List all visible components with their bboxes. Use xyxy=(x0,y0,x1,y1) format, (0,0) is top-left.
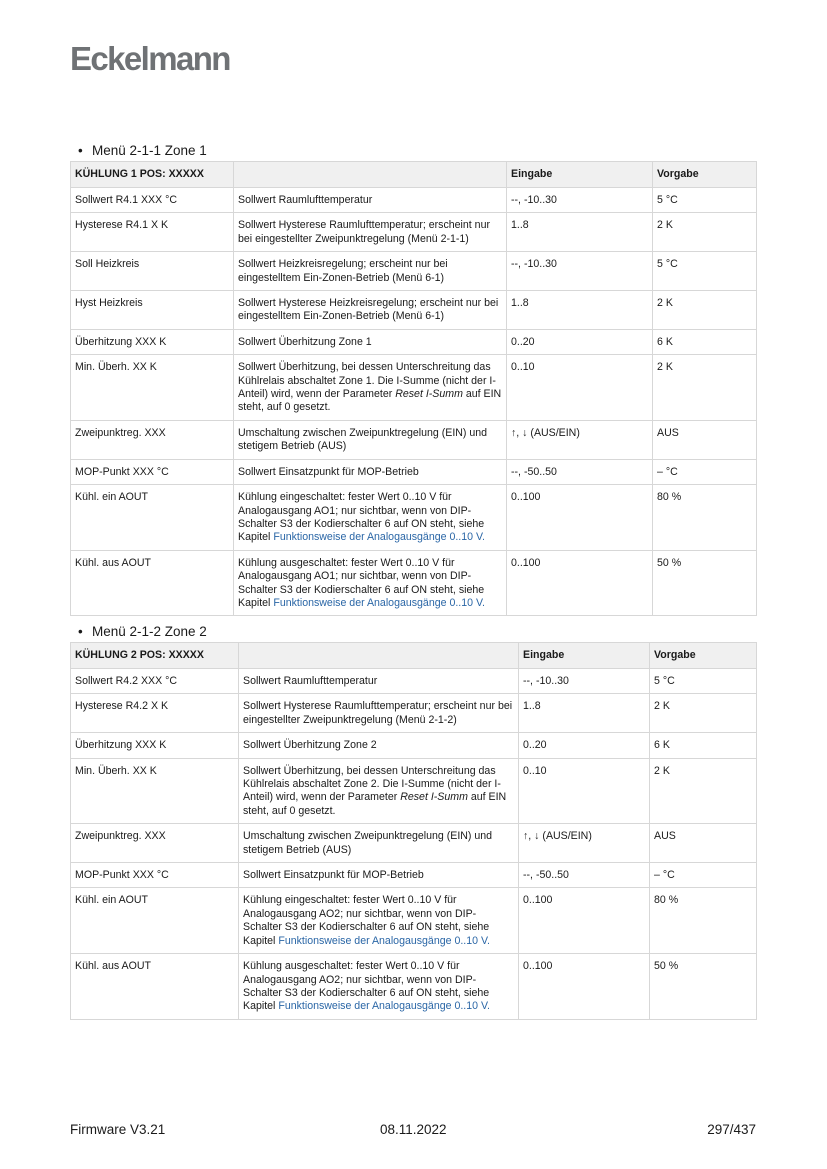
parameter-name: Kühl. aus AOUT xyxy=(71,954,239,1020)
default-value: AUS xyxy=(650,824,757,863)
parameter-table-zone-1 xyxy=(70,161,757,616)
input-range: --, -50..50 xyxy=(519,863,650,888)
footer-firmware: Firmware V3.21 xyxy=(70,1122,166,1137)
parameter-name: Zweipunktreg. XXX xyxy=(71,824,239,863)
header-param: KÜHLUNG 1 POS: XXXXX xyxy=(71,162,234,188)
bullet-icon: • xyxy=(78,143,83,158)
table-row xyxy=(71,420,757,459)
parameter-description xyxy=(234,550,507,616)
table-row xyxy=(71,329,757,354)
parameter-description: Umschaltung zwischen Zweipunktregelung (EIN) und stetigem Betrieb (AUS) xyxy=(239,824,519,863)
parameter-name: Min. Überh. XX K xyxy=(71,758,239,824)
input-range: --, -10..30 xyxy=(519,669,650,694)
table-row xyxy=(71,863,757,888)
parameter-name: Zweipunktreg. XXX xyxy=(71,420,234,459)
parameter-table-zone-2 xyxy=(70,642,757,1020)
parameter-description xyxy=(234,485,507,551)
table-row xyxy=(71,252,757,291)
input-range: 0..10 xyxy=(507,355,653,421)
parameter-name: Sollwert R4.1 XXX °C xyxy=(71,188,234,213)
parameter-description: Sollwert Einsatzpunkt für MOP-Betrieb xyxy=(234,459,507,484)
default-value: 80 % xyxy=(653,485,757,551)
input-range: 0..100 xyxy=(519,888,650,954)
table-row xyxy=(71,355,757,421)
parameter-reference: Reset I-Summ xyxy=(400,791,468,804)
table-row xyxy=(71,669,757,694)
parameter-name: Min. Überh. XX K xyxy=(71,355,234,421)
parameter-description: Sollwert Einsatzpunkt für MOP-Betrieb xyxy=(239,863,519,888)
default-value: 50 % xyxy=(653,550,757,616)
parameter-name: Überhitzung XXX K xyxy=(71,329,234,354)
input-range: ↑, ↓ (AUS/EIN) xyxy=(507,420,653,459)
input-range: 0..20 xyxy=(519,733,650,758)
section-title: Menü 2-1-1 Zone 1 xyxy=(92,143,207,158)
header-default: Vorgabe xyxy=(650,643,757,669)
default-value: AUS xyxy=(653,420,757,459)
parameter-description: Sollwert Überhitzung Zone 1 xyxy=(234,329,507,354)
description-text: auf EIN steht, auf 0 gesetzt. xyxy=(243,791,507,817)
parameter-description: Sollwert Hysterese Raumlufttemperatur; erscheint nur bei eingestellter Zweipunktregelung (Menü 2-1-2) xyxy=(239,694,519,733)
table-row xyxy=(71,550,757,616)
table-row xyxy=(71,485,757,551)
parameter-description xyxy=(239,954,519,1020)
default-value: 5 °C xyxy=(653,252,757,291)
input-range: ↑, ↓ (AUS/EIN) xyxy=(519,824,650,863)
description-text: Sollwert Überhitzung, bei dessen Unterschreitung das Kühlrelais abschaltet Zone 2. Die I-Summe (nicht der I-Anteil) wird, wenn der Parameter xyxy=(243,764,501,804)
bullet-icon: • xyxy=(78,624,83,639)
parameter-name: Hyst Heizkreis xyxy=(71,291,234,330)
default-value: 2 K xyxy=(653,291,757,330)
table-row xyxy=(71,758,757,824)
header-desc xyxy=(239,643,519,669)
table-row xyxy=(71,733,757,758)
table-row xyxy=(71,954,757,1020)
parameter-description: Sollwert Raumlufttemperatur xyxy=(234,188,507,213)
input-range: 0..100 xyxy=(507,550,653,616)
parameter-description xyxy=(239,888,519,954)
parameter-description xyxy=(234,355,507,421)
footer-page-number: 297/437 xyxy=(707,1122,756,1137)
parameter-description xyxy=(239,758,519,824)
input-range: 1..8 xyxy=(507,291,653,330)
input-range: 0..100 xyxy=(507,485,653,551)
parameter-description: Sollwert Hysterese Heizkreisregelung; erscheint nur bei eingestelltem Ein-Zonen-Betrieb (Menü 6-1) xyxy=(234,291,507,330)
table-header-row xyxy=(71,162,757,188)
section-heading-zone-2 xyxy=(78,624,207,639)
parameter-name: Kühl. aus AOUT xyxy=(71,550,234,616)
default-value: – °C xyxy=(653,459,757,484)
description-text: Kühlung eingeschaltet: fester Wert 0..10 V für Analogausgang AO2; nur sichtbar, wenn von DIP-Schalter S3 der Kodierschalter 6 auf ON steht, siehe Kapitel xyxy=(243,894,490,947)
input-range: 0..100 xyxy=(519,954,650,1020)
header-input: Eingabe xyxy=(507,162,653,188)
description-text: Kühlung eingeschaltet: fester Wert 0..10 V für Analogausgang AO1; nur sichtbar, wenn von DIP-Schalter S3 der Kodierschalter 6 auf ON steht, siehe Kapitel xyxy=(238,491,485,544)
parameter-name: Kühl. ein AOUT xyxy=(71,485,234,551)
input-range: 0..20 xyxy=(507,329,653,354)
header-input: Eingabe xyxy=(519,643,650,669)
parameter-name: Hysterese R4.2 X K xyxy=(71,694,239,733)
header-param: KÜHLUNG 2 POS: XXXXX xyxy=(71,643,239,669)
parameter-name: Kühl. ein AOUT xyxy=(71,888,239,954)
default-value: 2 K xyxy=(653,355,757,421)
chapter-link[interactable]: Funktionsweise der Analogausgänge 0..10 V. xyxy=(273,596,485,609)
chapter-link[interactable]: Funktionsweise der Analogausgänge 0..10 V. xyxy=(278,934,490,947)
parameter-name: Soll Heizkreis xyxy=(71,252,234,291)
parameter-description: Sollwert Heizkreisregelung; erscheint nur bei eingestelltem Ein-Zonen-Betrieb (Menü 6-1) xyxy=(234,252,507,291)
header-desc xyxy=(234,162,507,188)
parameter-name: Überhitzung XXX K xyxy=(71,733,239,758)
table-row xyxy=(71,459,757,484)
section-title: Menü 2-1-2 Zone 2 xyxy=(92,624,207,639)
default-value: 6 K xyxy=(653,329,757,354)
description-text: Sollwert Überhitzung, bei dessen Unterschreitung das Kühlrelais abschaltet Zone 1. Die I-Summe (nicht der I-Anteil) wird, wenn der Parameter xyxy=(238,361,496,401)
chapter-link[interactable]: Funktionsweise der Analogausgänge 0..10 V. xyxy=(278,1000,490,1013)
default-value: 5 °C xyxy=(650,669,757,694)
chapter-link[interactable]: Funktionsweise der Analogausgänge 0..10 V. xyxy=(273,531,485,544)
default-value: 50 % xyxy=(650,954,757,1020)
table-row xyxy=(71,188,757,213)
input-range: 0..10 xyxy=(519,758,650,824)
footer-date: 08.11.2022 xyxy=(380,1122,447,1137)
table-row xyxy=(71,888,757,954)
default-value: 6 K xyxy=(650,733,757,758)
parameter-name: Hysterese R4.1 X K xyxy=(71,213,234,252)
table-row xyxy=(71,213,757,252)
table-row xyxy=(71,291,757,330)
header-default: Vorgabe xyxy=(653,162,757,188)
input-range: --, -10..30 xyxy=(507,252,653,291)
input-range: --, -50..50 xyxy=(507,459,653,484)
description-text: auf EIN steht, auf 0 gesetzt. xyxy=(238,388,502,414)
default-value: 80 % xyxy=(650,888,757,954)
default-value: 5 °C xyxy=(653,188,757,213)
parameter-description: Sollwert Raumlufttemperatur xyxy=(239,669,519,694)
parameter-description: Sollwert Überhitzung Zone 2 xyxy=(239,733,519,758)
table-row xyxy=(71,824,757,863)
table-header-row xyxy=(71,643,757,669)
table-row xyxy=(71,694,757,733)
parameter-name: Sollwert R4.2 XXX °C xyxy=(71,669,239,694)
input-range: 1..8 xyxy=(519,694,650,733)
parameter-name: MOP-Punkt XXX °C xyxy=(71,863,239,888)
parameter-description: Umschaltung zwischen Zweipunktregelung (EIN) und stetigem Betrieb (AUS) xyxy=(234,420,507,459)
parameter-name: MOP-Punkt XXX °C xyxy=(71,459,234,484)
default-value: 2 K xyxy=(650,694,757,733)
input-range: 1..8 xyxy=(507,213,653,252)
description-text: Kühlung ausgeschaltet: fester Wert 0..10 V für Analogausgang AO1; nur sichtbar, wenn von DIP-Schalter S3 der Kodierschalter 6 auf ON steht, siehe Kapitel xyxy=(238,556,485,609)
section-heading-zone-1 xyxy=(78,143,207,158)
default-value: 2 K xyxy=(653,213,757,252)
default-value: 2 K xyxy=(650,758,757,824)
input-range: --, -10..30 xyxy=(507,188,653,213)
default-value: – °C xyxy=(650,863,757,888)
parameter-reference: Reset I-Summ xyxy=(395,388,463,401)
parameter-description: Sollwert Hysterese Raumlufttemperatur; erscheint nur bei eingestellter Zweipunktregelung (Menü 2-1-1) xyxy=(234,213,507,252)
description-text: Kühlung ausgeschaltet: fester Wert 0..10 V für Analogausgang AO2; nur sichtbar, wenn von DIP-Schalter S3 der Kodierschalter 6 auf ON steht, siehe Kapitel xyxy=(243,960,490,1013)
brand-logo: Eckelmann xyxy=(70,40,230,77)
